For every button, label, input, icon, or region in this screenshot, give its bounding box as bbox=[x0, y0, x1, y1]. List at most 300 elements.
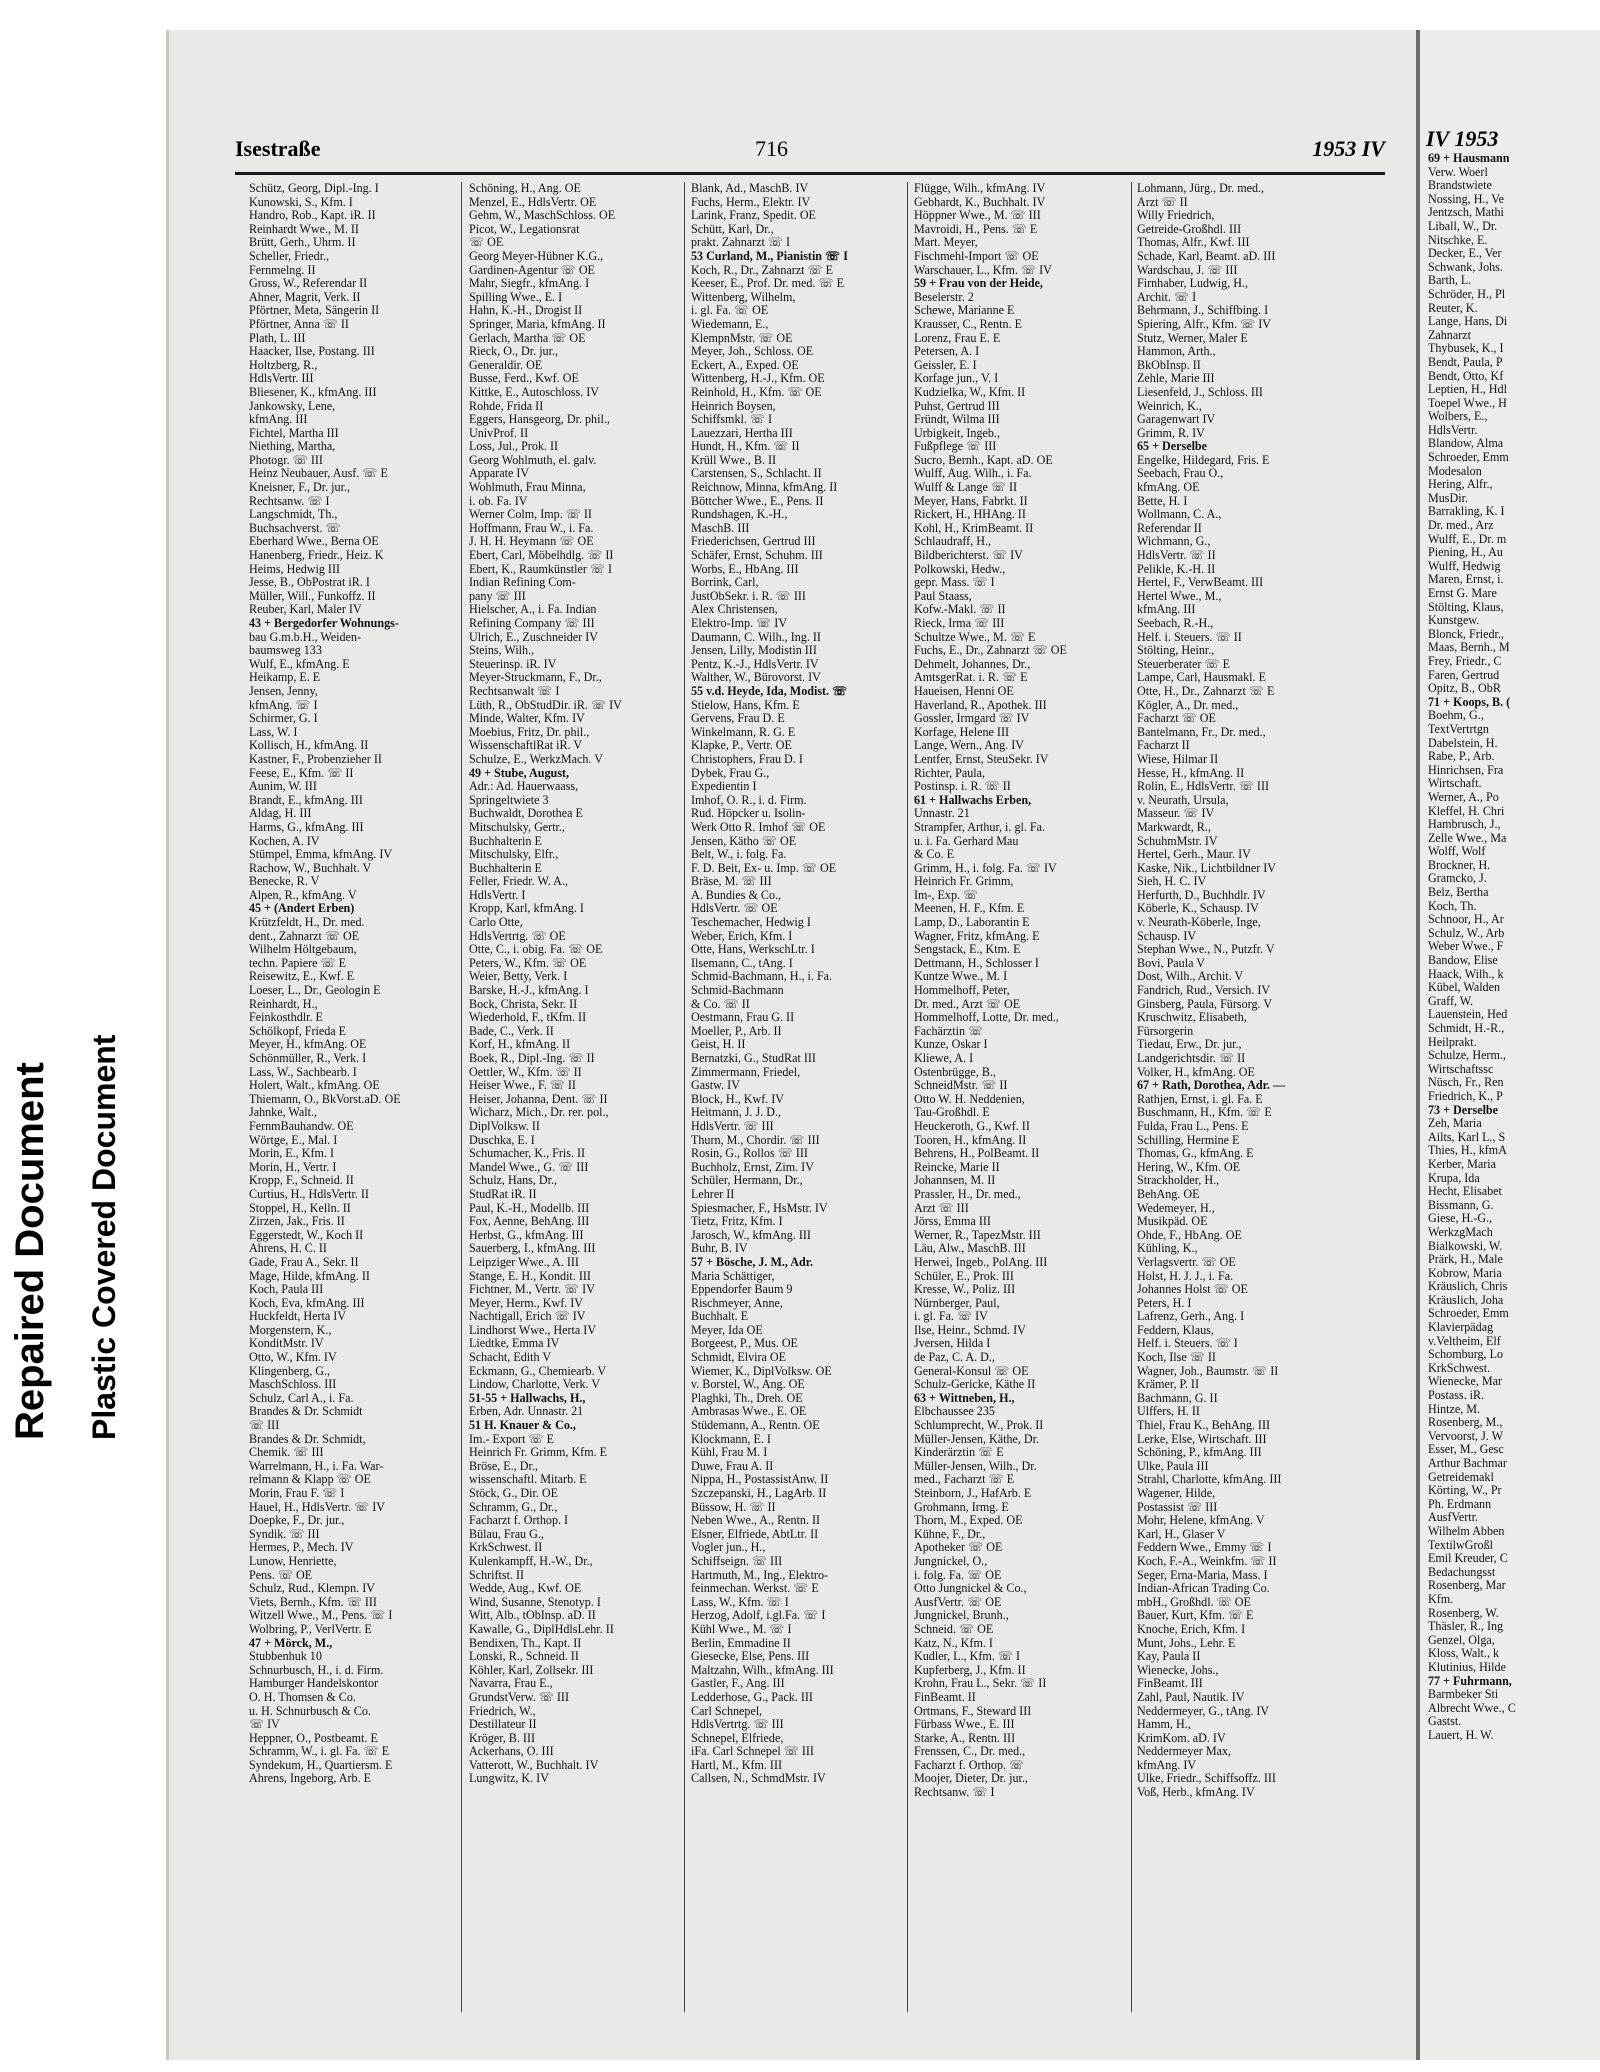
directory-entry: Georg Wohlmuth, el. galv. bbox=[469, 452, 597, 467]
directory-entry: Haacker, Ilse, Postang. III bbox=[249, 344, 375, 359]
directory-entry: iFa. Carl Schnepel ☏ III bbox=[691, 1744, 814, 1759]
directory-entry: Ambrasas Wwe., E. OE bbox=[691, 1404, 807, 1419]
directory-entry: Bock, Christa, Sekr. II bbox=[469, 996, 578, 1011]
directory-entry: Chemik. ☏ III bbox=[249, 1445, 324, 1460]
directory-entry: Stutz, Werner, Maler E bbox=[1137, 330, 1248, 345]
directory-entry: Karl, H., Glaser V bbox=[1137, 1526, 1226, 1541]
directory-entry: Reincke, Marie II bbox=[914, 1159, 1000, 1174]
facing-page-entry: Emil Kreuder, C bbox=[1428, 1551, 1508, 1566]
facing-page-entry: Albrecht Wwe., C bbox=[1428, 1700, 1516, 1715]
facing-page-entry: Hambrusch, J., bbox=[1428, 817, 1501, 832]
facing-page-entry: Schomburg, Lo bbox=[1428, 1347, 1504, 1362]
directory-entry: Ebert, Carl, Möbelhdlg. ☏ II bbox=[469, 548, 614, 563]
directory-entry: Mart. Meyer, bbox=[914, 235, 978, 250]
directory-entry: Müller-Jensen, Käthe, Dr. bbox=[914, 1431, 1040, 1446]
directory-entry: Dr. med., Arzt ☏ OE bbox=[914, 996, 1021, 1011]
directory-entry: Heims, Hedwig III bbox=[249, 561, 341, 576]
facing-page bbox=[1416, 30, 1600, 2060]
facing-page-entry: Brandstwiete bbox=[1428, 178, 1492, 193]
directory-entry: Schacht, Edith V bbox=[469, 1350, 552, 1365]
directory-entry: Peters, H. I bbox=[1137, 1295, 1192, 1310]
directory-entry: Kulenkampff, H.-W., Dr., bbox=[469, 1553, 593, 1568]
directory-entry: Aunim, W. III bbox=[249, 779, 317, 794]
directory-entry: Pens. ☏ OE bbox=[249, 1567, 313, 1582]
directory-entry: Müller-Jensen, Wilh., Dr. bbox=[914, 1458, 1037, 1473]
directory-entry: Koch, Paula III bbox=[249, 1282, 324, 1297]
directory-entry: 61 + Hallwachs Erben, bbox=[914, 792, 1032, 807]
directory-entry: Engelke, Hildegard, Fris. E bbox=[1137, 452, 1270, 467]
directory-entry: Musikpäd. OE bbox=[1137, 1214, 1208, 1229]
facing-page-entry: Koch, Th. bbox=[1428, 898, 1477, 913]
directory-entry: Ahner, Magrit, Verk. II bbox=[249, 289, 361, 304]
directory-entry: Gross, W., Referendar II bbox=[249, 276, 368, 291]
facing-page-entry: Thäsler, R., Ing bbox=[1428, 1619, 1504, 1634]
directory-entry: Fox, Aenne, BehAng. III bbox=[469, 1214, 590, 1229]
directory-entry: Ilsemann, C., tAng. I bbox=[691, 955, 793, 970]
directory-column-2 bbox=[469, 182, 679, 2022]
directory-entry: Neben Wwe., A., Rentn. II bbox=[691, 1513, 821, 1528]
facing-page-entry: Nossing, H., Ve bbox=[1428, 191, 1505, 206]
directory-entry: Morin, E., Kfm. I bbox=[249, 1146, 334, 1161]
directory-entry: Wiederhold, F., tKfm. II bbox=[469, 1010, 587, 1025]
directory-entry: Schade, Karl, Beamt. aD. III bbox=[1137, 248, 1276, 263]
directory-entry: Bovi, Paula V bbox=[1137, 955, 1205, 970]
directory-entry: Kollisch, H., kfmAng. II bbox=[249, 738, 369, 753]
facing-page-entry: Bendt, Paula, P bbox=[1428, 354, 1503, 369]
facing-page-entry: Gramcko, J. bbox=[1428, 871, 1487, 886]
facing-page-entry: Schroeder, Emm bbox=[1428, 450, 1509, 465]
directory-entry: Arzt ☏ III bbox=[914, 1200, 969, 1215]
directory-entry: 45 + (Andert Erben) bbox=[249, 901, 355, 916]
directory-entry: Schütt, Karl, Dr., bbox=[691, 221, 774, 236]
directory-entry: HdlsVertrtg. ☏ OE bbox=[469, 928, 566, 943]
directory-entry: Hahn, K.-H., Drogist II bbox=[469, 303, 583, 318]
directory-entry: Wagner, Fritz, kfmAng. E bbox=[914, 928, 1040, 943]
facing-page-entry: Nitschke, E. bbox=[1428, 232, 1488, 247]
directory-entry: Heiser Wwe., F. ☏ II bbox=[469, 1078, 576, 1093]
directory-entry: Apparate IV bbox=[469, 466, 530, 481]
directory-entry: Werner, R., TapezMstr. III bbox=[914, 1227, 1041, 1242]
directory-entry: Schüler, E., Prok. III bbox=[914, 1268, 1014, 1283]
directory-entry: Kofw.-Makl. ☏ II bbox=[914, 602, 1006, 617]
directory-entry: Borrink, Carl, bbox=[691, 575, 759, 590]
directory-entry: 43 + Bergedorfer Wohnungs- bbox=[249, 616, 399, 630]
directory-entry: Kay, Paula II bbox=[1137, 1649, 1201, 1664]
directory-entry: Fründt, Wilma III bbox=[914, 412, 1000, 427]
directory-entry: Fulda, Frau L., Pens. E bbox=[1137, 1118, 1249, 1133]
directory-entry: Stöck, G., Dir. OE bbox=[469, 1486, 559, 1500]
directory-entry: Wiemer, K., DiplVolksw. OE bbox=[691, 1363, 832, 1378]
directory-entry: Kochen, A. IV bbox=[249, 833, 320, 848]
directory-entry: Jesse, B., ObPostrat iR. I bbox=[249, 575, 370, 590]
directory-entry: Sucro, Bernh., Kapt. aD. OE bbox=[914, 452, 1053, 467]
directory-entry: Harms, G., kfmAng. III bbox=[249, 819, 364, 834]
directory-entry: Neddermeyer Max, bbox=[1137, 1744, 1232, 1759]
facing-page-entry: Reuter, K. bbox=[1428, 300, 1478, 315]
directory-entry: Springeltwiete 3 bbox=[469, 792, 549, 807]
facing-page-entry: Dr. med., Arz bbox=[1428, 518, 1494, 533]
facing-page-entry: Wulff, Hedwig bbox=[1428, 558, 1501, 573]
facing-page-entry: Rabe, P., Arb. bbox=[1428, 749, 1495, 764]
directory-entry: Tietz, Fritz, Kfm. I bbox=[691, 1214, 783, 1229]
directory-entry: Borgeest, P., Mus. OE bbox=[691, 1336, 798, 1351]
facing-page-entry: Brockner, H. bbox=[1428, 857, 1491, 872]
directory-entry: Ackerhans, O. III bbox=[469, 1744, 554, 1759]
facing-page-entry: Jentzsch, Mathi bbox=[1428, 205, 1504, 220]
directory-entry: Mandel Wwe., G. ☏ III bbox=[469, 1159, 589, 1174]
facing-page-entry: HdlsVertr. bbox=[1428, 422, 1478, 437]
directory-entry: Kneisner, F., Dr. jur., bbox=[249, 480, 351, 495]
directory-entry: Pelikle, K.-H. II bbox=[1137, 561, 1216, 576]
directory-entry: Gastler, F., Ang. III bbox=[691, 1676, 785, 1691]
directory-entry: 67 + Rath, Dorothea, Adr. — bbox=[1137, 1078, 1285, 1093]
directory-entry: Archit. ☏ I bbox=[1137, 289, 1197, 304]
directory-entry: Carstensen, S., Schlacht. II bbox=[691, 466, 822, 481]
directory-entry: Schüler, Hermann, Dr., bbox=[691, 1173, 803, 1188]
directory-entry: Flügge, Wilh., kfmAng. IV bbox=[914, 182, 1046, 195]
directory-entry: Jensen, Jenny, bbox=[249, 683, 318, 698]
directory-entry: Thorn, M., Exped. OE bbox=[914, 1513, 1023, 1528]
facing-page-entry: Kerber, Maria bbox=[1428, 1156, 1497, 1171]
column-divider bbox=[907, 182, 908, 2012]
directory-entry: Starke, A., Rentn. III bbox=[914, 1730, 1016, 1745]
facing-page-entry: Kunstgew. bbox=[1428, 613, 1480, 628]
directory-entry: Klingenberg, G., bbox=[249, 1363, 331, 1378]
directory-entry: Picot, W., Legationsrat bbox=[469, 221, 580, 236]
directory-entry: BkObInsp. II bbox=[1137, 357, 1201, 372]
directory-entry: Fuchs, E., Dr., Zahnarzt ☏ OE bbox=[914, 643, 1067, 658]
directory-entry: Eggers, Hansgeorg, Dr. phil., bbox=[469, 412, 610, 427]
directory-entry: Wienecke, Johs., bbox=[1137, 1662, 1219, 1677]
directory-entry: Busse, Ferd., Kwf. OE bbox=[469, 371, 579, 386]
directory-entry: Expedientin I bbox=[691, 779, 757, 794]
directory-entry: Wittenberg, H.-J., Kfm. OE bbox=[691, 371, 825, 386]
directory-entry: baumsweg 133 bbox=[249, 643, 322, 658]
directory-entry: Lindhorst Wwe., Herta IV bbox=[469, 1322, 597, 1337]
directory-entry: Springer, Maria, kfmAng. II bbox=[469, 316, 606, 331]
facing-page-entry: 71 + Koops, B. ( bbox=[1428, 694, 1511, 709]
directory-entry: Ulke, Paula III bbox=[1137, 1458, 1209, 1473]
facing-page-entry: Leptien, H., Hdl bbox=[1428, 382, 1507, 397]
directory-entry: Schramm, G., Dr., bbox=[469, 1499, 558, 1514]
directory-entry: Masseur. ☏ IV bbox=[1137, 806, 1215, 821]
directory-entry: Steuerberater ☏ E bbox=[1137, 656, 1231, 671]
directory-entry: Wulff & Lange ☏ II bbox=[914, 480, 1018, 495]
directory-entry: Kröger, B. III bbox=[469, 1730, 536, 1745]
directory-entry: Bröse, E., Dr., bbox=[469, 1458, 538, 1473]
directory-entry: Kittke, E., Autoschloss. IV bbox=[469, 384, 600, 399]
directory-entry: Wolbring, P., VerlVertr. E bbox=[249, 1621, 372, 1636]
directory-entry: Daumann, C. Wilh., Ing. II bbox=[691, 629, 821, 644]
directory-page bbox=[166, 30, 1419, 2060]
directory-entry: Jankowsky, Lene, bbox=[249, 398, 336, 413]
directory-entry: Gossler, Irmgard ☏ IV bbox=[914, 711, 1030, 726]
directory-entry: ☏ III bbox=[249, 1418, 280, 1433]
directory-entry: Buchsachverst. ☏ bbox=[249, 520, 341, 535]
directory-entry: Helf. i. Steuers. ☏ II bbox=[1137, 629, 1242, 644]
directory-entry: Ulffers, H. II bbox=[1137, 1404, 1200, 1419]
directory-entry: Bette, H. I bbox=[1137, 493, 1188, 508]
directory-entry: Ahrens, Ingeborg, Arb. E bbox=[249, 1771, 372, 1786]
facing-page-entry: Wirtschaft. bbox=[1428, 776, 1482, 791]
directory-entry: Johannes Holst ☏ OE bbox=[1137, 1282, 1248, 1297]
directory-entry: DiplVolksw. II bbox=[469, 1118, 540, 1133]
directory-entry: Rischmeyer, Anne, bbox=[691, 1295, 783, 1310]
directory-entry: Winkelmann, R. G. E bbox=[691, 724, 796, 739]
facing-page-entry: Bandow, Elise bbox=[1428, 953, 1498, 968]
directory-entry: Wicharz, Mich., Dr. rer. pol., bbox=[469, 1105, 609, 1120]
directory-entry: Bräse, M. ☏ III bbox=[691, 874, 772, 889]
facing-page-entry: Piening, H., Au bbox=[1428, 545, 1503, 560]
directory-entry: Reuber, Karl, Maler IV bbox=[249, 602, 362, 617]
directory-entry: Weber, Erich, Kfm. I bbox=[691, 928, 793, 943]
directory-entry: Belt, W., i. folg. Fa. bbox=[691, 847, 787, 862]
facing-page-entry: Decker, E., Ver bbox=[1428, 246, 1502, 261]
facing-page-entry: Prärk, H., Male bbox=[1428, 1252, 1503, 1267]
directory-entry: Meenen, H. F., Kfm. E bbox=[914, 901, 1025, 916]
directory-entry: Wind, Susanne, Stenotyp. I bbox=[469, 1594, 601, 1609]
directory-entry: Zimmermann, Friedel, bbox=[691, 1064, 801, 1079]
directory-entry: Wiese, Hilmar II bbox=[1137, 751, 1219, 766]
directory-entry: Landgerichtsdir. ☏ II bbox=[1137, 1051, 1246, 1065]
directory-entry: Eckert, A., Exped. OE bbox=[691, 357, 799, 372]
facing-page-entry: Schröder, H., Pl bbox=[1428, 286, 1506, 301]
directory-entry: Friederichsen, Gertrud III bbox=[691, 534, 816, 549]
directory-entry: Lorenz, Frau E. E bbox=[914, 330, 1001, 345]
directory-entry: Hering, W., Kfm. OE bbox=[1137, 1159, 1241, 1174]
directory-entry: Korfage, Helene III bbox=[914, 724, 1010, 739]
directory-entry: Rieck, Irma ☏ III bbox=[914, 616, 1005, 630]
directory-entry: Gervens, Frau D. E bbox=[691, 711, 785, 726]
directory-entry: u. H. Schnurbusch & Co. bbox=[249, 1703, 371, 1718]
directory-entry: Facharzt ☏ OE bbox=[1137, 711, 1216, 726]
directory-entry: Ebert, K., Raumkünstler ☏ I bbox=[469, 561, 613, 576]
directory-entry: Wichmann, G., bbox=[1137, 534, 1211, 549]
directory-entry: Facharzt II bbox=[1137, 738, 1190, 753]
directory-entry: FinBeamt. III bbox=[1137, 1676, 1203, 1691]
directory-entry: Nürnberger, Paul, bbox=[914, 1295, 1000, 1310]
directory-entry: Behrmann, J., Schiffbing. I bbox=[1137, 303, 1269, 318]
directory-entry: Hielscher, A., i. Fa. Indian bbox=[469, 602, 597, 617]
facing-page-entry: MusDir. bbox=[1428, 490, 1468, 505]
directory-entry: Werner Colm, Imp. ☏ II bbox=[469, 507, 592, 522]
directory-entry: Duschka, E. I bbox=[469, 1132, 535, 1147]
directory-entry: Volker, H., kfmAng. OE bbox=[1137, 1064, 1255, 1079]
facing-page-entry: Giese, H.-G., bbox=[1428, 1211, 1493, 1226]
facing-page-entry: Arthur Bachmar bbox=[1428, 1456, 1507, 1470]
facing-page-entry: Schulz, W., Arb bbox=[1428, 925, 1505, 940]
directory-entry: Richter, Paula, bbox=[914, 765, 986, 780]
directory-entry: MaschSchloss. III bbox=[249, 1377, 337, 1392]
directory-entry: Referendar II bbox=[1137, 520, 1202, 535]
facing-page-entry: Lauenstein, Hed bbox=[1428, 1007, 1508, 1022]
directory-entry: Hertel, Gerh., Maur. IV bbox=[1137, 847, 1251, 862]
facing-page-entry: Wulff, E., Dr. m bbox=[1428, 531, 1507, 546]
directory-entry: Lonski, R., Schneid. II bbox=[469, 1649, 579, 1664]
directory-entry: MaschB. III bbox=[691, 520, 750, 535]
directory-entry: Gerlach, Martha ☏ OE bbox=[469, 330, 586, 345]
directory-entry: Herbst, G., kfmAng. III bbox=[469, 1227, 584, 1242]
directory-entry: Feddern Wwe., Emmy ☏ I bbox=[1137, 1540, 1272, 1555]
facing-page-entry: TextilwGroßl bbox=[1428, 1537, 1493, 1552]
directory-entry: Klockmann, E. I bbox=[691, 1431, 771, 1446]
directory-entry: i. ob. Fa. IV bbox=[469, 493, 528, 508]
facing-page-entry: Lauert, H. W. bbox=[1428, 1727, 1494, 1742]
directory-entry: i. gl. Fa. ☏ OE bbox=[691, 303, 769, 318]
facing-page-entry: Genzel, Olga, bbox=[1428, 1632, 1495, 1647]
directory-entry: gepr. Mass. ☏ I bbox=[914, 575, 995, 590]
directory-entry: Frenssen, C., Dr. med., bbox=[914, 1744, 1026, 1759]
directory-entry: Peters, W., Kfm. ☏ OE bbox=[469, 955, 587, 970]
directory-entry: Fernmelng. II bbox=[249, 262, 316, 277]
directory-entry: Facharzt f. Orthop. ☏ bbox=[914, 1757, 1025, 1772]
directory-entry: Kudler, L., Kfm. ☏ I bbox=[914, 1649, 1020, 1664]
directory-entry: Jörss, Emma III bbox=[914, 1214, 991, 1229]
directory-entry: Facharzt f. Orthop. I bbox=[469, 1513, 569, 1528]
facing-page-entry: 69 + Hausmann bbox=[1428, 151, 1510, 165]
directory-entry: Krämer, P. II bbox=[1137, 1377, 1199, 1392]
directory-entry: Wohlmuth, Frau Minna, bbox=[469, 480, 586, 495]
directory-entry: v. Neurath-Köberle, Inge, bbox=[1137, 915, 1261, 930]
directory-entry: Ahrens, H. C. II bbox=[249, 1241, 327, 1256]
directory-entry: Herzog, Adolf, i.gl.Fa. ☏ I bbox=[691, 1608, 826, 1623]
directory-entry: Firnhaber, Ludwig, H., bbox=[1137, 276, 1249, 291]
directory-entry: Oestmann, Frau G. II bbox=[691, 1010, 795, 1025]
directory-entry: Warrelmann, H., i. Fa. War- bbox=[249, 1458, 384, 1473]
directory-entry: Schilling, Hermine E bbox=[1137, 1132, 1240, 1147]
directory-entry: Elsner, Elfriede, AbtLtr. II bbox=[691, 1526, 819, 1541]
directory-entry: Meyer, Joh., Schloss. OE bbox=[691, 344, 814, 359]
directory-entry: Lange, Wern., Ang. IV bbox=[914, 738, 1024, 753]
directory-entry: Feddern, Klaus, bbox=[1137, 1322, 1214, 1337]
directory-entry: Haverland, R., Apothek. III bbox=[914, 697, 1047, 712]
directory-entry: Klapke, P., Vertr. OE bbox=[691, 738, 792, 753]
directory-entry: Kögler, A., Dr. med., bbox=[1137, 697, 1239, 712]
directory-entry: Alex Christensen, bbox=[691, 602, 778, 617]
facing-page-entry: Heilprakt. bbox=[1428, 1034, 1477, 1049]
facing-page-entry: Thies, H., kfmA bbox=[1428, 1143, 1507, 1158]
directory-entry: Berlin, Emmadine II bbox=[691, 1635, 791, 1650]
directory-entry: Loss, Jul., Prok. II bbox=[469, 439, 559, 454]
facing-page-entry: Kübel, Walden bbox=[1428, 980, 1501, 995]
directory-entry: Schütz, Georg, Dipl.-Ing. I bbox=[249, 182, 379, 195]
directory-entry: Morgenstern, K., bbox=[249, 1322, 332, 1337]
directory-entry: Hundt, H., Kfm. ☏ II bbox=[691, 439, 800, 454]
directory-entry: Brandt, E., kfmAng. III bbox=[249, 792, 363, 807]
directory-entry: med., Facharzt ☏ E bbox=[914, 1472, 1015, 1487]
directory-entry: kfmAng. III bbox=[1137, 602, 1196, 617]
directory-entry: Arzt ☏ II bbox=[1137, 194, 1188, 209]
directory-entry: Werk Otto R. Imhof ☏ OE bbox=[691, 819, 826, 834]
directory-entry: Curtius, H., HdlsVertr. II bbox=[249, 1186, 369, 1201]
facing-page-entry: Barth, L. bbox=[1428, 273, 1472, 288]
directory-entry: Haueisen, Henni OE bbox=[914, 683, 1014, 698]
directory-entry: Hartmuth, M., Ing., Elektro- bbox=[691, 1567, 829, 1582]
directory-entry: 59 + Frau von der Heide, bbox=[914, 276, 1043, 291]
directory-entry: Polkowski, Hedw., bbox=[914, 561, 1006, 576]
directory-entry: Paul Staass, bbox=[914, 588, 972, 603]
directory-entry: Kühl, Frau M. I bbox=[691, 1445, 768, 1460]
directory-entry: AusfVertr. ☏ OE bbox=[914, 1594, 1002, 1609]
directory-entry: Imhof, O. R., i. d. Firm. bbox=[691, 792, 807, 807]
directory-entry: Dettmann, H., Schlosser I bbox=[914, 955, 1039, 970]
directory-entry: Mavroidi, H., Pens. ☏ E bbox=[914, 221, 1038, 236]
directory-entry: Im.- Export ☏ E bbox=[469, 1431, 554, 1446]
directory-entry: Fuchs, Herm., Elektr. IV bbox=[691, 194, 811, 209]
directory-entry: Thurn, M., Chordir. ☏ III bbox=[691, 1132, 820, 1147]
directory-entry: Aldag, H. III bbox=[249, 806, 312, 821]
directory-entry: Elbchaussee 235 bbox=[914, 1404, 995, 1419]
facing-page-entry: Ernst G. Mare bbox=[1428, 586, 1497, 600]
directory-entry: Lindow, Charlotte, Verk. V bbox=[469, 1377, 601, 1392]
directory-entry: Schramm, W., i. gl. Fa. ☏ E bbox=[249, 1744, 390, 1759]
facing-page-entry: Stölting, Klaus, bbox=[1428, 599, 1504, 614]
directory-entry: Giesecke, Else, Pens. III bbox=[691, 1649, 810, 1664]
directory-entry: Kastner, F., Probenzieher II bbox=[249, 751, 382, 766]
directory-entry: Katz, N., Kfm. I bbox=[914, 1635, 993, 1650]
directory-entry: Willy Friedrich, bbox=[1137, 208, 1215, 223]
directory-entry: Fandrich, Rud., Versich. IV bbox=[1137, 983, 1271, 998]
page-year: 1953 IV bbox=[1312, 136, 1385, 161]
directory-entry: Bendixen, Th., Kapt. II bbox=[469, 1635, 582, 1650]
directory-entry: Jensen, Lilly, Modistin III bbox=[691, 643, 817, 658]
directory-entry: Strahl, Charlotte, kfmAng. III bbox=[1137, 1472, 1282, 1487]
directory-entry: Buschmann, H., Kfm. ☏ E bbox=[1137, 1105, 1272, 1120]
directory-entry: Grimm, R. IV bbox=[1137, 425, 1205, 440]
directory-entry: Puhst, Gertrud III bbox=[914, 398, 1000, 413]
directory-entry: Bauer, Kurt, Kfm. ☏ E bbox=[1137, 1608, 1254, 1623]
directory-entry: Lentfer, Ernst, SteuSekr. IV bbox=[914, 751, 1049, 766]
directory-entry: Larink, Franz, Spedit. OE bbox=[691, 208, 816, 223]
directory-column-3 bbox=[691, 182, 903, 2022]
directory-entry: ☏ IV bbox=[249, 1717, 280, 1732]
directory-entry: Lehrer II bbox=[691, 1186, 735, 1201]
facing-page-entry: Vervoorst, J. W bbox=[1428, 1428, 1504, 1443]
directory-entry: Holert, Walt., kfmAng. OE bbox=[249, 1078, 380, 1093]
directory-entry: Mitschulsky, Gertr., bbox=[469, 819, 565, 834]
directory-entry: Szczepanski, H., LagArb. II bbox=[691, 1486, 827, 1500]
directory-entry: u. i. Fa. Gerhard Mau bbox=[914, 833, 1019, 848]
facing-page-entry: Frey, Friedr., C bbox=[1428, 653, 1502, 668]
directory-entry: Gehm, W., MaschSchloss. OE bbox=[469, 208, 616, 223]
directory-entry: Gebhardt, K., Buchhalt. IV bbox=[914, 194, 1046, 209]
directory-entry: Geist, H. II bbox=[691, 1037, 746, 1052]
facing-page-entry: Schroeder, Emm bbox=[1428, 1306, 1509, 1321]
directory-entry: Buhr, B. IV bbox=[691, 1241, 748, 1256]
facing-page-entry: Wolff, Wolf bbox=[1428, 844, 1486, 859]
directory-entry: Getreide-Großhdl. III bbox=[1137, 221, 1242, 236]
facing-page-entry: Graff, W. bbox=[1428, 993, 1474, 1008]
directory-entry: Heikamp, E. E bbox=[249, 670, 321, 685]
directory-entry: Otto, W., Kfm. IV bbox=[249, 1350, 337, 1365]
directory-entry: Heinz Neubauer, Ausf. ☏ E bbox=[249, 466, 388, 481]
facing-page-entry: Friedrich, K., P bbox=[1428, 1088, 1503, 1103]
directory-entry: Schulze, E., WerkzMach. V bbox=[469, 751, 603, 766]
directory-entry: Buchhalterin E bbox=[469, 833, 542, 848]
directory-entry: Thomas, G., kfmAng. E bbox=[1137, 1146, 1254, 1161]
directory-entry: Hammon, Arth., bbox=[1137, 344, 1216, 359]
directory-entry: Koch, F.-A., Weinkfm. ☏ II bbox=[1137, 1553, 1277, 1568]
directory-entry: Walther, W., Bürovorst. IV bbox=[691, 670, 821, 685]
directory-entry: Postinsp. i. R. ☏ II bbox=[914, 779, 1011, 794]
facing-page-entry: Hering, Alfr., bbox=[1428, 477, 1493, 492]
directory-entry: Johannsen, M. II bbox=[914, 1173, 996, 1188]
directory-entry: Reisewitz, E., Kwf. E bbox=[249, 969, 355, 984]
directory-entry: Hoffmann, Frau W., i. Fa. bbox=[469, 520, 594, 535]
directory-entry: Moebius, Fritz, Dr. phil., bbox=[469, 724, 590, 739]
facing-page-entry: Schnoor, H., Ar bbox=[1428, 912, 1504, 927]
directory-entry: prakt. Zahnarzt ☏ I bbox=[691, 235, 791, 250]
